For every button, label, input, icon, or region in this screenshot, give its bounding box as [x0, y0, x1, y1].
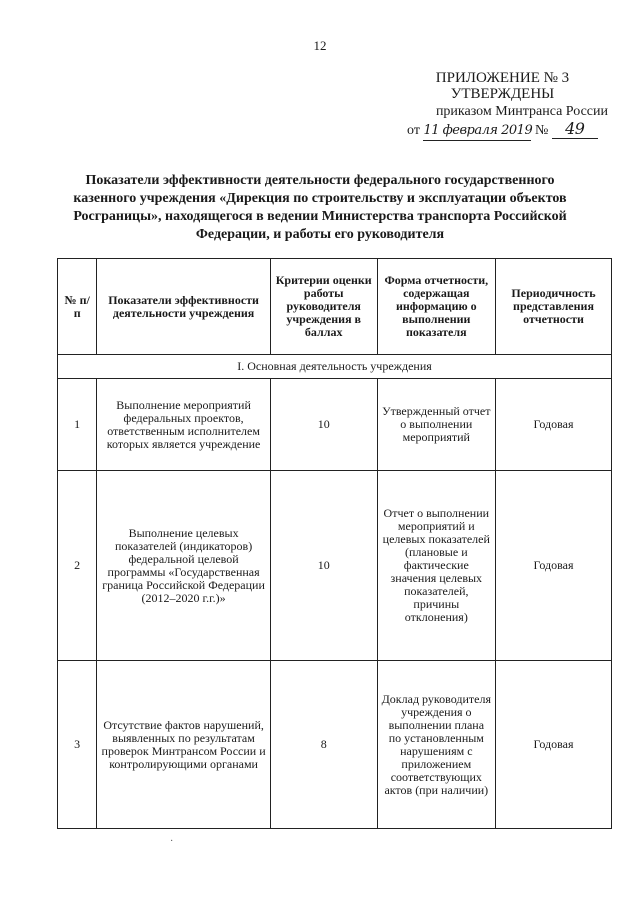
stray-mark: · — [170, 836, 174, 847]
row-indicator: Выполнение мероприятий федеральных проектов, ответственным исполнителем которых является учреждение — [97, 379, 270, 471]
from-label: от — [407, 123, 420, 138]
row-number: 2 — [58, 471, 97, 661]
row-periodicity: Годовая — [496, 471, 612, 661]
row-criteria: 8 — [270, 661, 377, 829]
table-header-row — [58, 259, 612, 355]
row-indicator: Выполнение целевых показателей (индикаторов) федеральной целевой программы «Государственная граница Российской Федерации (2012–2020 г.г.)» — [97, 471, 270, 661]
row-report-form: Утвержденный отчет о выполнении мероприятий — [377, 379, 495, 471]
header-periodicity: Периодичность представления отчетности — [496, 259, 612, 355]
section-row — [58, 355, 612, 379]
header-indicator: Показатели эффективности деятельности учреждения — [97, 259, 270, 355]
row-periodicity: Годовая — [496, 661, 612, 829]
row-periodicity: Годовая — [496, 379, 612, 471]
header-criteria: Критерии оценки работы руководителя учреждения в баллах — [270, 259, 377, 355]
number-label: № — [534, 123, 549, 138]
order-number: 49 — [552, 120, 598, 139]
table-row — [58, 661, 612, 829]
row-criteria: 10 — [270, 379, 377, 471]
row-report-form: Доклад руководителя учреждения о выполнении плана по установленным нарушениям с приложением соответствующих актов (при наличии) — [377, 661, 495, 829]
row-number: 1 — [58, 379, 97, 471]
appendix-label: ПРИЛОЖЕНИЕ № 3 — [435, 70, 570, 86]
row-report-form: Отчет о выполнении мероприятий и целевых показателей (плановые и фактические значения целевых показателей, причины отклонения) — [377, 471, 495, 661]
section-title: I. Основная деятельность учреждения — [58, 355, 612, 379]
row-number: 3 — [58, 661, 97, 829]
approved-label: УТВЕРЖДЕНЫ — [450, 86, 555, 102]
table-row — [58, 379, 612, 471]
header-report-form: Форма отчетности, содержащая информацию о выполнении показателя — [377, 259, 495, 355]
indicators-table — [57, 258, 612, 829]
row-criteria: 10 — [270, 471, 377, 661]
page-number: 12 — [313, 38, 327, 53]
table-row — [58, 471, 612, 661]
order-date-row — [407, 120, 598, 141]
document-title: Показатели эффективности деятельности федерального государственного казенного учреждения «Дирекция по строительству и эксплуатации объектов Росграницы», находящегося в ведении Министерства транспорта Российской Федерации, и работы его руководителя — [73, 173, 567, 242]
header-number: № п/п — [58, 259, 97, 355]
order-label: приказом Минтранса России — [435, 104, 608, 119]
row-indicator: Отсутствие фактов нарушений, выявленных по результатам проверок Минтрансом России и контролирующими органами — [97, 661, 270, 829]
order-date: 11 февраля 2019 — [423, 122, 531, 141]
